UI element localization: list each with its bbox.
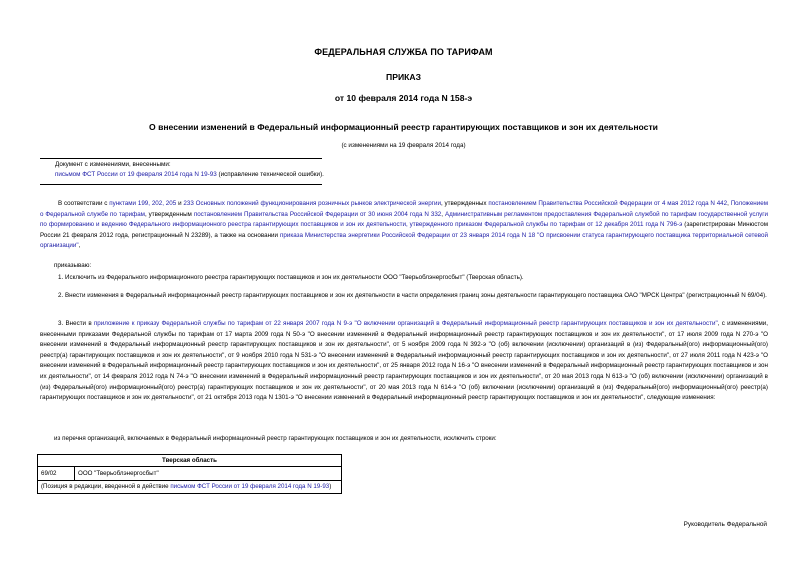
excluded-rows-table (37, 454, 342, 494)
item-3-text: 3. Внести в (58, 320, 94, 327)
preamble-text: и (176, 200, 184, 207)
preamble-link[interactable]: Положением о Федеральной службе по тарифам (40, 200, 769, 218)
org-name-cell: ООО "Тверьоблэнергосбыт" (78, 470, 159, 477)
item-3-text: , следующие изменения: (643, 394, 716, 402)
table-header-row (38, 455, 341, 467)
preamble-text: , (727, 200, 731, 207)
table-row (38, 467, 341, 480)
document-title: О внесении изменений в Федеральный информационный реестр гарантирующих поставщиков и зон их деятельности (149, 122, 658, 132)
note-link[interactable]: письмом ФСТ России от 19 февраля 2014 года N 19-93 (170, 483, 330, 490)
preamble-link[interactable]: Административным регламентом предоставления Федеральной службой по тарифам государственной услуги по формированию и ведению Федерального информационного реестра гарантирующих поставщиков и зон их деятельности, утвержденного приказом Федеральной службы по тарифам от 12 декабря 2011 года N 796-э (40, 210, 768, 229)
org-code-cell: 69/02 (38, 467, 75, 480)
order-word: приказываю: (54, 262, 92, 269)
amendments-intro: Документ с изменениями, внесенными: (55, 161, 171, 168)
item-3 (40, 319, 768, 404)
item-1: 1. Исключить из Федерального информационного реестра гарантирующих поставщиков и зон их деятельности ООО "Тверьоблэнергосбыт" (Тверская область). (58, 274, 524, 281)
preamble-text: , (78, 242, 81, 250)
date-number-heading: от 10 февраля 2014 года N 158-э (334, 93, 473, 103)
exclude-line: из перечня организаций, включаемых в Федеральный информационный реестр гарантирующих поставщиков и зон их деятельности, исключить строки: (54, 435, 497, 442)
item-2: 2. Внести изменения в Федеральный информационный реестр гарантирующих поставщиков и зон их деятельности в части определения границ зоны деятельности гарантирующего поставщика ОАО "МРСК Центра" (регистрационный N 69/04). (58, 292, 767, 299)
signature-line: Руководитель Федеральной (683, 521, 767, 528)
preamble-link[interactable]: постановлением Правительства Российской Федерации от 4 мая 2012 года N 442 (488, 200, 728, 207)
table-note (38, 480, 341, 493)
divider-bottom (40, 184, 322, 185)
note-text: ) (329, 483, 332, 490)
preamble-link[interactable]: приказа Министерства энергетики Российской Федерации от 23 января 2014 года N 18 "О присвоении статуса гарантирующего поставщика территориальной сетевой организации" (40, 231, 768, 250)
item-3-link[interactable]: приложение к приказу Федеральной службы по тарифам от 22 января 2007 года N 9-э "О включении организаций в Федеральный информационный реестр гарантирующих поставщиков и зон их деятельности" (93, 320, 718, 327)
amendment-suffix: (исправление технической ошибки). (216, 171, 324, 178)
document-subtitle: (с изменениями на 19 февраля 2014 года) (341, 142, 466, 149)
doc-type-heading: ПРИКАЗ (386, 72, 421, 82)
divider-top (40, 158, 322, 159)
preamble-text: В соответствии с (58, 200, 110, 207)
preamble-link[interactable]: 233 Основных положений функционирования розничных рынков электрической энергии (183, 200, 441, 207)
amendment-link[interactable]: письмом ФСТ России от 19 февраля 2014 года N 19-93 (55, 171, 217, 178)
region-header: Тверская область (38, 455, 341, 467)
agency-heading: ФЕДЕРАЛЬНАЯ СЛУЖБА ПО ТАРИФАМ (314, 47, 493, 57)
preamble-text: , утвержденным (144, 210, 194, 218)
item-3-text: , с изменениями, внесенными приказами Федеральной службы по тарифам от 17 марта 2009 года N 50-э "О внесении изменений в Федеральный информационный реестр гарантирующих поставщиков и зон их деятельности", от 17 июля 2009 года N 270-э "О внесении изменений в Федеральный информационный реестр гарантирующих поставщиков и зон их деятельности", от 5 ноября 2009 года N 392-э "О (об) включении (исключении) организаций в (из) Федеральный(ого) информационный(ого) реестр(а) гарантирующих поставщиков и зон их деятельности", от 9 ноября 2010 года N 531-э "О внесении изменений в Федеральный информационный реестр гарантирующих поставщиков и зон их деятельности", от 27 июля 2011 года N 423-э "О внесении изменений в Федеральный информационный реестр гарантирующих поставщиков и зон их деятельности", от 25 января 2012 года N 16-э "О внесении изменений в Федеральный информационный реестр гарантирующих поставщиков и зон их деятельности", от 14 февраля 2012 года N 74-э "О внесении изменений в Федеральный информационный реестр гарантирующих поставщиков и зон их деятельности", от 20 мая 2013 года N 613-э "О (об) включении (исключении) организаций в (из) Федеральный(ого) информационный(ого) реестр(а) гарантирующих поставщиков и зон их деятельности", от 20 мая 2013 года N 614-э "О (об) включении (исключении) организаций в (из) Федеральный(ого) информационный(ого) реестр(а) гарантирующих поставщиков и зон их деятельности", от 21 октября 2013 года N 1301-э "О внесении изменений в Федеральный информационный реестр гарантирующих поставщиков и зон их деятельности" (40, 320, 768, 402)
preamble-text: (зарегистрирован Минюстом России 21 февраля 2012 года, регистрационный N 23289), а также на основании (40, 221, 768, 239)
preamble-link[interactable]: пунктами 199, 202, 205 (109, 200, 177, 207)
note-text: (Позиция в редакции, введенной в действие (41, 483, 171, 490)
amendments-line (55, 171, 324, 178)
preamble-text: , утвержденных (440, 200, 489, 207)
preamble-text: , (441, 210, 445, 218)
preamble-paragraph (40, 199, 768, 252)
preamble-link[interactable]: постановлением Правительства Российской Федерации от 30 июня 2004 года N 332 (193, 210, 442, 218)
